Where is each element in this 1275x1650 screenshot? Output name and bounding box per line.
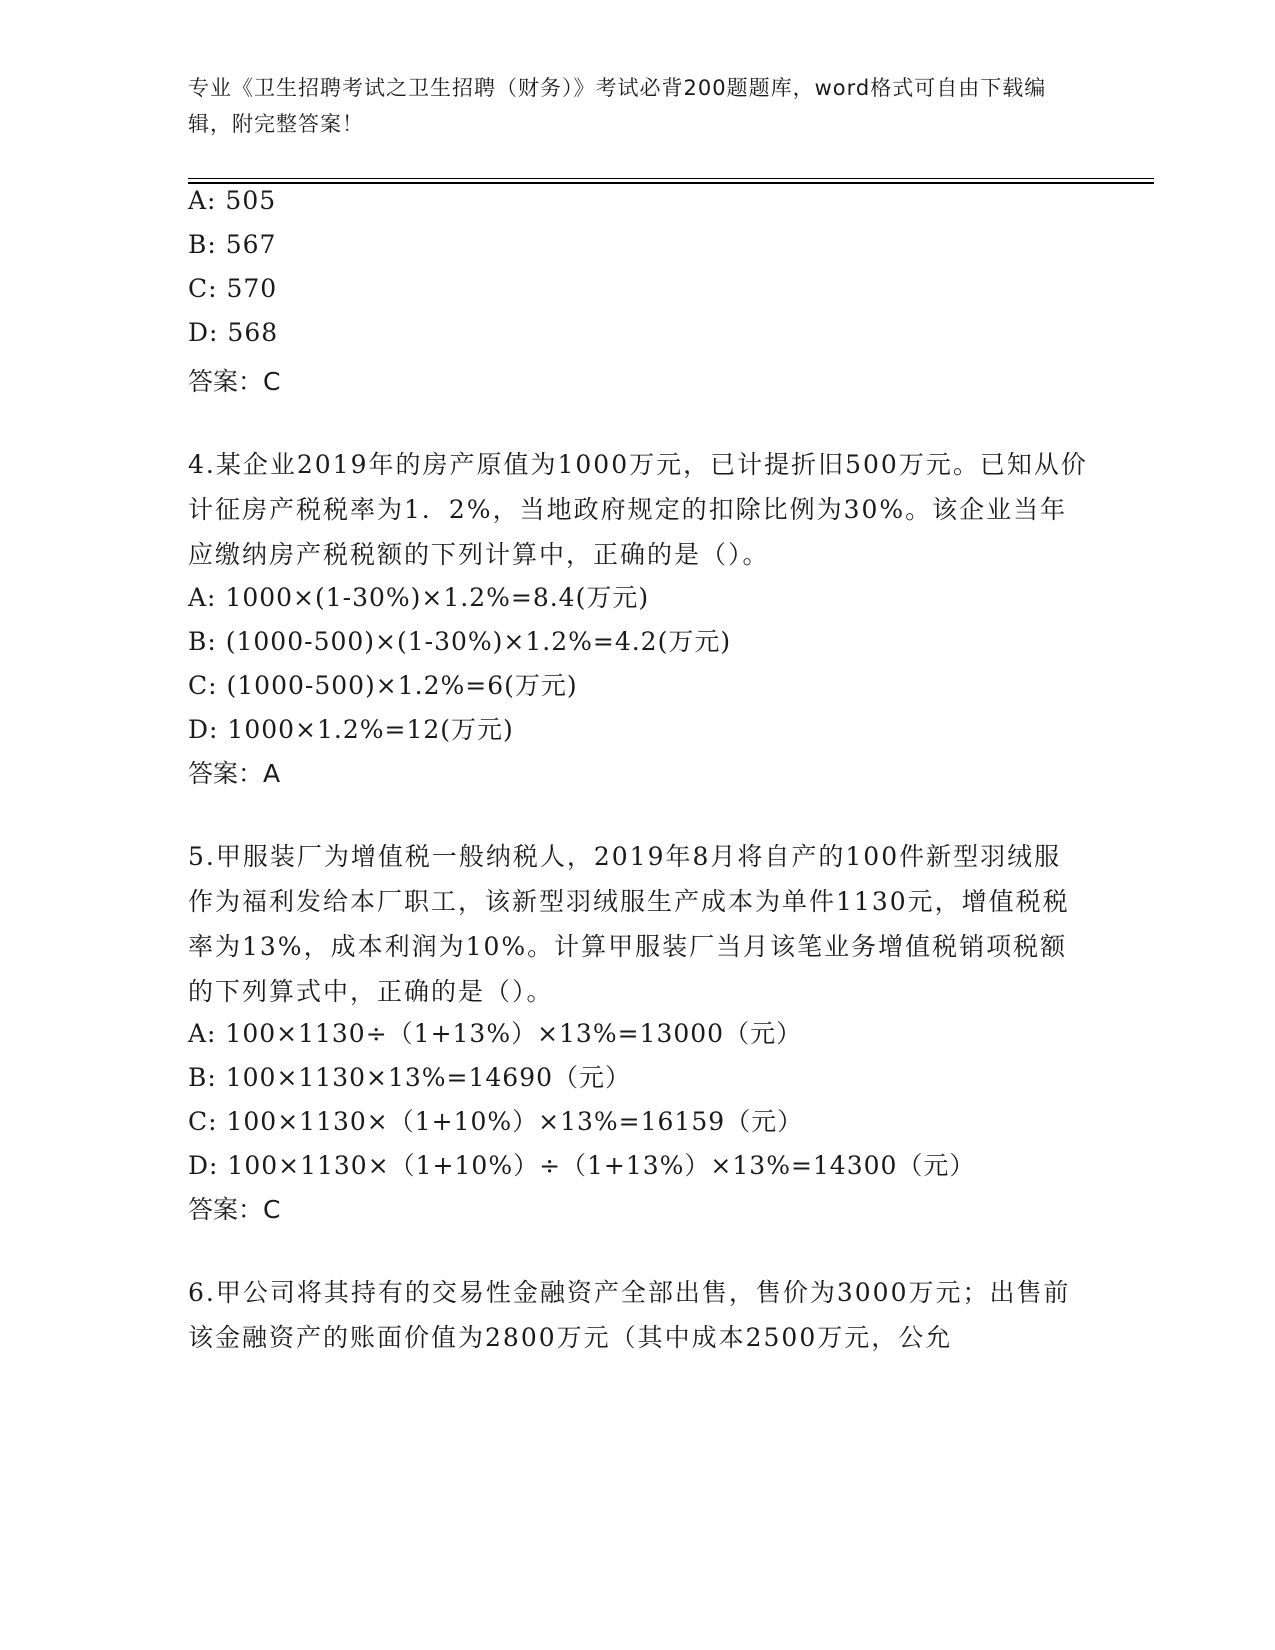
q5-option-a: A: 100×1130÷（1+13%）×13%=13000（元） <box>188 1019 803 1048</box>
q4-option-c: C: (1000-500)×1.2%=6(万元) <box>188 671 578 700</box>
header-divider-thin <box>188 178 1154 179</box>
q3-answer: 答案：C <box>188 367 281 396</box>
q4-answer: 答案：A <box>188 759 281 788</box>
q3-option-a: A: 505 <box>188 186 277 215</box>
q4-option-a: A: 1000×(1-30%)×1.2%=8.4(万元) <box>188 583 650 612</box>
header-divider-thick <box>188 182 1154 184</box>
q3-option-b: B: 567 <box>188 230 277 259</box>
q5-question-text: 5.甲服装厂为增值税一般纳税人，2019年8月将自产的100件新型羽绒服作为福利发给本厂职工，该新型羽绒服生产成本为单件1130元，增值税税率为13%，成本利润为10%。计算甲服装厂当月该笔业务增值税销项税额的下列算式中，正确的是（）。 <box>188 842 1070 1006</box>
q5-option-c: C: 100×1130×（1+10%）×13%=16159（元） <box>188 1107 804 1136</box>
document-header: 专业《卫生招聘考试之卫生招聘（财务）》考试必背200题题库，word格式可自由下载编辑，附完整答案！ <box>188 76 1047 136</box>
q3-option-c: C: 570 <box>188 274 278 303</box>
q6-question-text: 6.甲公司将其持有的交易性金融资产全部出售，售价为3000万元；出售前该金融资产的账面价值为2800万元（其中成本2500万元，公允 <box>188 1278 1071 1352</box>
q4-question-text: 4.某企业2019年的房产原值为1000万元，已计提折旧500万元。已知从价计征房产税税率为1．2%，当地政府规定的扣除比例为30%。该企业当年应缴纳房产税税额的下列计算中，正确的是（）。 <box>188 450 1088 569</box>
q4-option-b: B: (1000-500)×(1-30%)×1.2%=4.2(万元) <box>188 627 732 656</box>
q5-answer: 答案：C <box>188 1195 281 1224</box>
q3-option-d: D: 568 <box>188 318 279 347</box>
q5-option-d: D: 100×1130×（1+10%）÷（1+13%）×13%=14300（元） <box>188 1151 976 1180</box>
q5-option-b: B: 100×1130×13%=14690（元） <box>188 1063 632 1092</box>
q4-option-d: D: 1000×1.2%=12(万元) <box>188 715 514 744</box>
